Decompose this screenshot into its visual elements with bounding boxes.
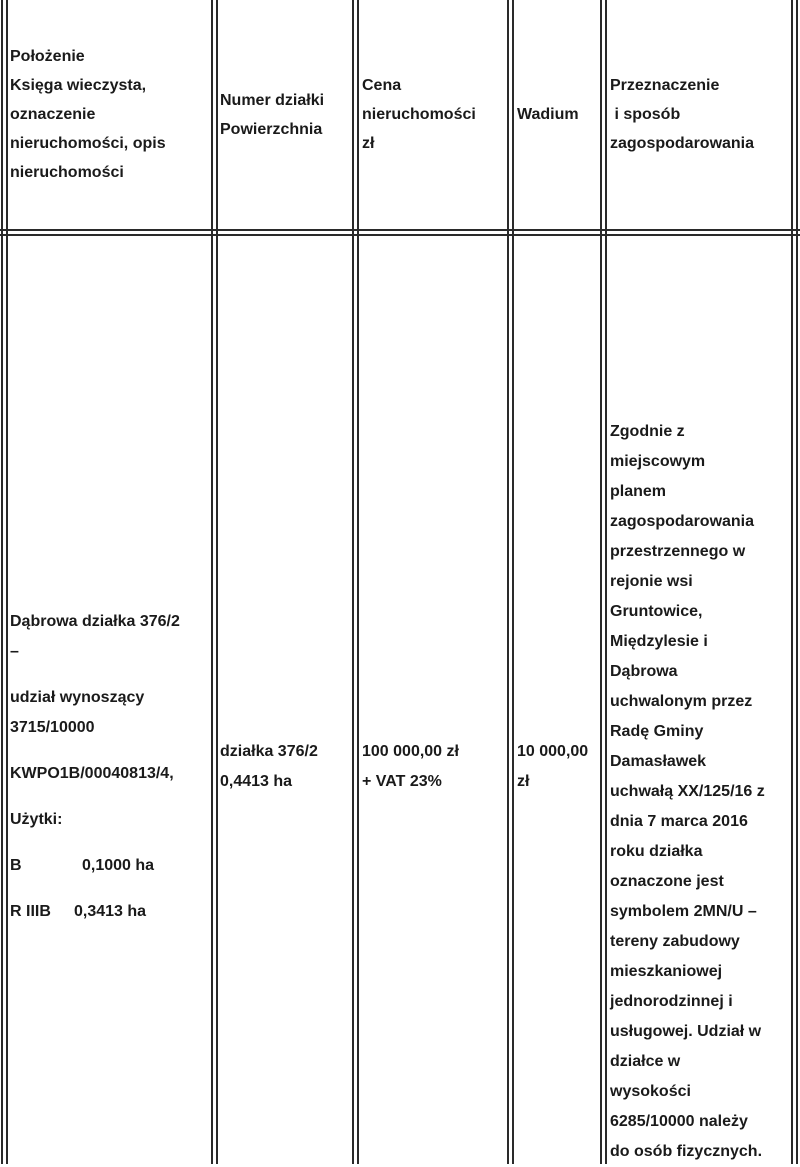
header-location-line: nieruchomości	[10, 164, 124, 181]
header-purpose-line: Przeznaczenie	[610, 77, 720, 94]
purpose-line: uchwałą XX/125/16 z	[610, 782, 765, 800]
purpose-line: planem	[610, 482, 667, 500]
header-purpose-line: zagospodarowania	[610, 135, 755, 152]
purpose-line: tereny zabudowy	[610, 932, 740, 950]
header-plot-line: Powierzchnia	[220, 120, 323, 138]
purpose-line: usługowej. Udział w	[610, 1022, 762, 1040]
plot-line: 0,4413 ha	[220, 773, 293, 790]
header-deposit-line: Wadium	[517, 106, 579, 123]
purpose-line: rejonie wsi	[610, 572, 693, 590]
header-price	[362, 0, 508, 229]
deposit-line: zł	[517, 773, 530, 790]
purpose-line: roku działka	[610, 842, 703, 860]
purpose-line: mieszkaniowej	[610, 962, 723, 980]
header-plot-number	[220, 0, 352, 229]
purpose-line: dnia 7 marca 2016	[610, 812, 748, 830]
header-location	[10, 0, 210, 229]
header-price-line: Cena	[362, 77, 402, 94]
header-plot-line: Numer działki	[220, 91, 325, 109]
cell-price	[362, 236, 508, 1164]
header-location-line: Położenie	[10, 48, 85, 65]
location-line: Dąbrowa działka 376/2	[10, 613, 180, 630]
header-location-line: Księga wieczysta,	[10, 77, 147, 94]
uzytki-label: Użytki:	[10, 811, 63, 828]
cell-plot	[220, 236, 352, 1164]
header-deposit	[517, 0, 601, 229]
purpose-line: Radę Gminy	[610, 722, 704, 740]
location-line: udział wynoszący	[10, 689, 145, 706]
purpose-line: Dąbrowa	[610, 662, 678, 680]
purpose-line: symbolem 2MN/U –	[610, 902, 757, 920]
header-purpose	[610, 0, 796, 229]
uzytki-row	[10, 897, 180, 927]
cell-location	[10, 236, 210, 1164]
price-line: + VAT 23%	[362, 773, 442, 790]
purpose-line: miejscowym	[610, 452, 706, 470]
header-purpose-line: i sposób	[610, 106, 681, 123]
purpose-line: działce w	[610, 1052, 681, 1070]
plot-line: działka 376/2	[220, 743, 318, 760]
uzytki-class: B	[10, 857, 22, 874]
purpose-line: wysokości	[610, 1082, 691, 1100]
header-location-line: nieruchomości, opis	[10, 135, 166, 152]
purpose-line: jednorodzinnej i	[610, 992, 733, 1010]
purpose-line: zagospodarowania	[610, 512, 755, 530]
location-line: –	[10, 643, 19, 660]
purpose-line: Damasławek	[610, 752, 707, 770]
column-divider-1	[211, 0, 218, 1164]
cell-purpose	[610, 236, 796, 1164]
purpose-text	[610, 417, 765, 1167]
column-divider-2	[352, 0, 359, 1164]
purpose-line: do osób fizycznych.	[610, 1142, 763, 1160]
column-divider-3	[507, 0, 514, 1164]
cell-deposit	[517, 236, 601, 1164]
deposit-line: 10 000,00	[517, 743, 589, 760]
header-price-line: nieruchomości	[362, 106, 476, 123]
purpose-line: przestrzennego w	[610, 542, 746, 560]
uzytki-area: 0,1000 ha	[82, 857, 155, 874]
row-divider	[0, 229, 800, 236]
purpose-line: Międzylesie i	[610, 632, 708, 650]
price-line: 100 000,00 zł	[362, 743, 459, 760]
location-line: 3715/10000	[10, 719, 95, 736]
table-border-left	[1, 0, 8, 1164]
purpose-line: Gruntowice,	[610, 602, 703, 620]
purpose-line: 6285/10000 należy	[610, 1112, 748, 1130]
header-location-line: oznaczenie	[10, 106, 96, 123]
land-register-number: KWPO1B/00040813/4,	[10, 765, 174, 782]
purpose-line: oznaczone jest	[610, 872, 724, 890]
uzytki-row	[10, 851, 180, 881]
purpose-line: Zgodnie z	[610, 422, 685, 440]
purpose-line: uchwalonym przez	[610, 692, 753, 710]
header-price-line: zł	[362, 135, 375, 152]
column-divider-4	[600, 0, 607, 1164]
uzytki-class: R IIIB	[10, 903, 51, 920]
uzytki-area: 0,3413 ha	[74, 903, 147, 920]
